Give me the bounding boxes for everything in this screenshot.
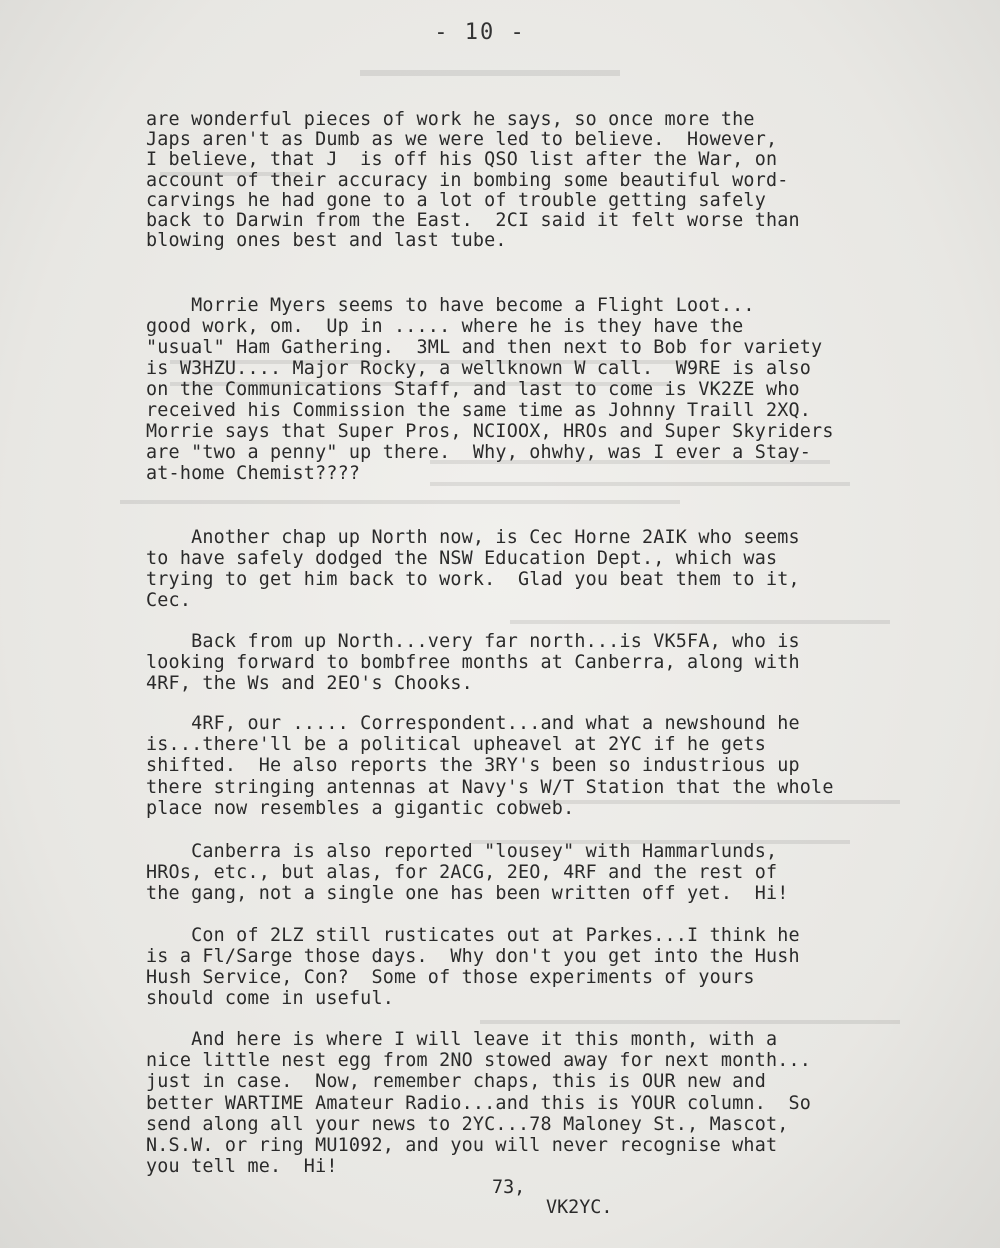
- closing-73: 73,: [492, 1177, 526, 1198]
- text-line: Another chap up North now, is Cec Horne 2AIK who seems: [146, 527, 800, 548]
- text-line: Morrie says that Super Pros, NCIOOX, HROs and Super Skyriders: [146, 421, 834, 442]
- text-line: "usual" Ham Gathering. 3ML and then next to Bob for variety: [146, 337, 823, 358]
- text-line: received his Commission the same time as Johnny Traill 2XQ.: [146, 400, 812, 421]
- text-line: shifted. He also reports the 3RY's been so industrious up: [146, 755, 800, 777]
- text-line: just in case. Now, remember chaps, this is OUR new and: [146, 1071, 766, 1093]
- text-line: blowing ones best and last tube.: [146, 230, 507, 252]
- text-line: And here is where I will leave it this month, with a: [146, 1029, 778, 1050]
- text-line: account of their accuracy in bombing some beautiful word-: [146, 169, 789, 191]
- text-line: 4RF, the Ws and 2EO's Chooks.: [146, 673, 473, 694]
- text-line: is...there'll be a political upheavel at 2YC if he gets: [146, 734, 766, 756]
- text-line: Hush Service, Con? Some of those experiments of yours: [146, 967, 755, 988]
- text-line: N.S.W. or ring MU1092, and you will never recognise what: [146, 1135, 778, 1156]
- text-line: at-home Chemist????: [146, 463, 361, 484]
- text-line: back to Darwin from the East. 2CI said it felt worse than: [146, 210, 800, 231]
- text-line: nice little nest egg from 2NO stowed away for next month...: [146, 1050, 812, 1072]
- text-line: 4RF, our ..... Correspondent...and what a newshound he: [146, 713, 800, 734]
- text-line: I believe, that J is off his QSO list after the War, on: [146, 149, 778, 171]
- text-line: Morrie Myers seems to have become a Flight Loot...: [146, 295, 755, 316]
- text-line: the gang, not a single one has been written off yet. Hi!: [146, 883, 789, 905]
- text-line: on the Communications Staff, and last to come is VK2ZE who: [146, 379, 800, 400]
- text-line: better WARTIME Amateur Radio...and this is YOUR column. So: [146, 1092, 812, 1114]
- text-line: good work, om. Up in ..... where he is they have the: [146, 316, 744, 337]
- text-line: looking forward to bombfree months at Canberra, along with: [146, 652, 800, 673]
- text-line: Cec.: [146, 590, 192, 611]
- text-line: Back from up North...very far north...is VK5FA, who is: [146, 631, 800, 652]
- text-line: is W3HZU.... Major Rocky, a wellknown W call. W9RE is also: [146, 358, 812, 379]
- text-line: there stringing antennas at Navy's W/T Station that the whole: [146, 776, 834, 798]
- text-line: Con of 2LZ still rusticates out at Parkes...I think he: [146, 925, 800, 946]
- text-line: place now resembles a gigantic cobweb.: [146, 797, 575, 819]
- text-line: send along all your news to 2YC...78 Maloney St., Mascot,: [146, 1113, 789, 1135]
- text-line: should come in useful.: [146, 988, 394, 1009]
- text-line: is a Fl/Sarge those days. Why don't you get into the Hush: [146, 946, 800, 967]
- page-number: - 10 -: [434, 20, 526, 45]
- text-line: to have safely dodged the NSW Education Dept., which was: [146, 548, 778, 569]
- text-line: carvings he had gone to a lot of trouble getting safely: [146, 189, 766, 211]
- text-line: you tell me. Hi!: [146, 1156, 338, 1178]
- text-line: are wonderful pieces of work he says, so once more the: [146, 109, 755, 130]
- text-line: HROs, etc., but alas, for 2ACG, 2EO, 4RF and the rest of: [146, 862, 778, 884]
- signature-callsign: VK2YC.: [546, 1197, 613, 1218]
- text-line: Canberra is also reported "lousey" with Hammarlunds,: [146, 841, 778, 862]
- text-line: Japs aren't as Dumb as we were led to believe. However,: [146, 129, 778, 151]
- text-line: trying to get him back to work. Glad you beat them to it,: [146, 569, 800, 590]
- text-line: are "two a penny" up there. Why, ohwhy, was I ever a Stay-: [146, 442, 812, 463]
